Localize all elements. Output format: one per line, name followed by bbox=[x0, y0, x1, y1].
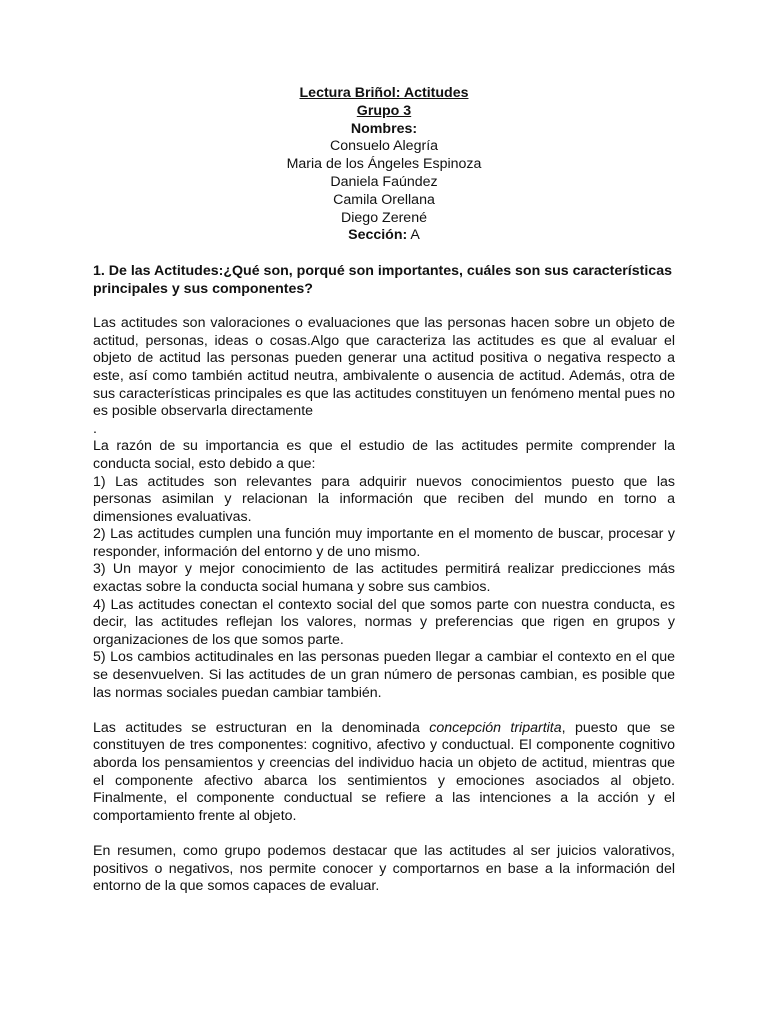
document-header bbox=[93, 85, 675, 245]
text-line: Las actitudes son valoraciones o evaluaciones que las personas hacen sobre un objeto de bbox=[93, 315, 675, 332]
text-line: actitud, personas, ideas o cosas.Algo que caracteriza las actitudes es que al evaluar el bbox=[93, 332, 675, 349]
paragraph-definition bbox=[93, 315, 675, 438]
paragraph-summary bbox=[93, 843, 675, 896]
group-label: Grupo 3 bbox=[356, 102, 412, 119]
emphasis-term: concepción tripartita bbox=[429, 719, 562, 736]
paragraph-gap bbox=[93, 702, 675, 720]
text-line: aborda los pensamientos y creencias del individuo hacia un objeto de actitud, mientras que bbox=[93, 755, 675, 772]
list-item-line: 1) Las actitudes son relevantes para adquirir nuevos conocimientos puesto que las bbox=[93, 473, 675, 490]
member-name: Daniela Faúndez bbox=[330, 173, 438, 190]
question-line: principales y sus componentes? bbox=[93, 280, 313, 297]
names-label: Nombres: bbox=[350, 120, 418, 137]
text-line: Finalmente, el componente conductual se refiere a las intenciones a la acción y el bbox=[93, 790, 675, 807]
text-line: conducta social, esto debido a que: bbox=[93, 455, 316, 472]
text-line: el componente afectivo abarca los sentimientos y emociones asociados al objeto. bbox=[93, 772, 675, 789]
paragraph-importance bbox=[93, 438, 675, 702]
question-line: 1. De las Actitudes:¿Qué son, porqué son importantes, cuáles son sus características bbox=[93, 263, 672, 280]
text-line: constituyen de tres componentes: cognitivo, afectivo y conductual. El componente cognitivo bbox=[93, 737, 675, 754]
member-name: Consuelo Alegría bbox=[329, 138, 439, 155]
text-line: este, así como también actitud neutra, ambivalente o ausencia de actitud. Además, otra de bbox=[93, 367, 675, 384]
section-value: A bbox=[407, 227, 420, 244]
text-line: . bbox=[93, 420, 97, 437]
text-line: objeto de actitud las personas pueden generar una actitud positiva o negativa respecto a bbox=[93, 350, 675, 367]
text-line: sus características principales es que las actitudes constituyen un fenómeno mental pues no bbox=[93, 385, 676, 402]
paragraph-components bbox=[93, 720, 675, 826]
text-line: comportamiento frente al objeto. bbox=[93, 807, 297, 824]
list-item-line: las normas sociales puedan cambiar también. bbox=[93, 684, 382, 701]
text-line: positivos o negativos, nos permite conocer y comportarnos en base a la información del bbox=[93, 860, 675, 877]
member-name: Maria de los Ángeles Espinoza bbox=[286, 156, 482, 173]
list-item-line: organizaciones de los que somos parte. bbox=[93, 631, 344, 648]
text-line: es posible observarla directamente bbox=[93, 403, 314, 420]
member-name: Camila Orellana bbox=[333, 191, 435, 208]
list-item-line: 2) Las actitudes cumplen una función muy importante en el momento de buscar, procesar y bbox=[93, 526, 675, 543]
section-label: Sección: bbox=[348, 227, 408, 244]
member-name: Diego Zerené bbox=[341, 209, 427, 226]
text-fragment: , puesto que se bbox=[561, 719, 676, 736]
text-fragment: Las actitudes se estructuran en la denominada bbox=[93, 719, 430, 736]
list-item-line: 4) Las actitudes conectan el contexto social del que somos parte con nuestra conducta, es bbox=[93, 596, 675, 613]
text-line: En resumen, como grupo podemos destacar que las actitudes al ser juicios valorativos, bbox=[93, 842, 675, 859]
list-item-line: 5) Los cambios actitudinales en las personas pueden llegar a cambiar el contexto en el que bbox=[93, 649, 675, 666]
list-item-line: decir, las actitudes reflejan los valores, normas y preferencias que rigen en grupos y bbox=[93, 614, 675, 631]
list-item-line: 3) Un mayor y mejor conocimiento de las actitudes permitirá realizar predicciones más bbox=[93, 561, 675, 578]
section-line bbox=[93, 227, 675, 245]
text-line: La razón de su importancia es que el estudio de las actitudes permite comprender la bbox=[93, 438, 675, 455]
document-title: Lectura Briñol: Actitudes bbox=[299, 85, 469, 101]
list-item-line: se desenvuelven. Si las actitudes de un gran número de personas cambian, es posible que bbox=[93, 667, 675, 684]
list-item-line: personas asimilan y relacionan la información que reciben del mundo en torno a bbox=[93, 491, 675, 508]
list-item-line: responder, información del entorno y de uno mismo. bbox=[93, 543, 421, 560]
text-line bbox=[93, 720, 675, 738]
list-item-line: exactas sobre la conducta social humana y sobre sus cambios. bbox=[93, 579, 491, 596]
paragraph-gap bbox=[93, 825, 675, 843]
question-heading bbox=[93, 263, 675, 298]
list-item-line: dimensiones evaluativas. bbox=[93, 508, 252, 525]
text-line: entorno de la que somos capaces de evaluar. bbox=[93, 878, 380, 895]
